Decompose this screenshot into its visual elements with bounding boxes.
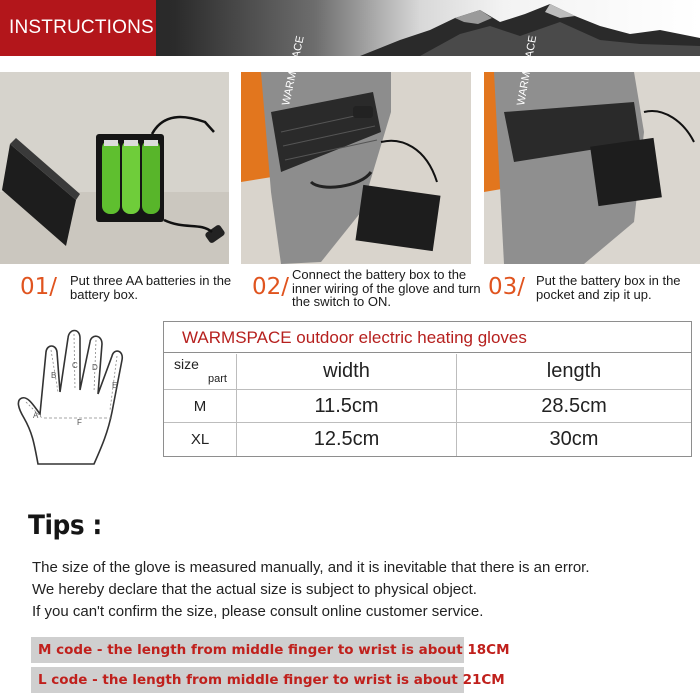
size-table: [163, 321, 692, 457]
width-cell: 12.5cm: [237, 423, 457, 456]
svg-text:B: B: [51, 371, 57, 380]
table-row: [164, 390, 691, 423]
photo-battery-box: [0, 72, 229, 264]
size-header: size: [174, 356, 199, 372]
step-number: 02/: [252, 274, 290, 300]
svg-text:C: C: [72, 361, 78, 370]
hand-measurement-diagram: [14, 322, 154, 472]
length-header: length: [546, 360, 602, 382]
step-3: [488, 268, 700, 312]
photo-glove-pocket: [484, 34, 700, 264]
photo-glove-connect: [241, 34, 471, 264]
svg-text:E: E: [112, 381, 118, 390]
svg-text:WARMSPACE: WARMSPACE: [280, 34, 307, 107]
step-text: Put three AA batteries in the battery box.: [70, 273, 232, 302]
step-number: 03/: [488, 274, 526, 300]
svg-text:WARMSPACE: WARMSPACE: [515, 34, 540, 107]
table-row: [164, 423, 691, 456]
width-header: width: [237, 354, 457, 389]
length-cell: 30cm: [549, 428, 599, 450]
svg-text:A: A: [33, 411, 39, 420]
tip-line: The size of the glove is measured manually, and it is inevitable that there is an error.: [32, 559, 590, 576]
header-banner: [0, 0, 700, 56]
size-table-title: WARMSPACE outdoor electric heating gloves: [164, 322, 691, 353]
m-code-note: M code - the length from middle finger to wrist is about 18CM: [31, 637, 464, 663]
table-header-row: [164, 354, 691, 390]
banner-title: INSTRUCTIONS: [0, 0, 156, 56]
tip-line: If you can't confirm the size, please consult online customer service.: [32, 603, 484, 620]
svg-text:F: F: [77, 418, 82, 427]
part-header: part: [208, 373, 227, 385]
tip-line: We hereby declare that the actual size is subject to physical object.: [32, 581, 477, 598]
tips-title: Tips :: [28, 510, 102, 541]
step-text: Connect the battery box to the inner wiring of the glove and turn the switch to ON.: [292, 267, 481, 309]
step-1: [20, 268, 240, 312]
size-part-header: [164, 354, 237, 389]
size-cell: M: [164, 390, 237, 422]
svg-text:D: D: [92, 363, 98, 372]
step-2: [252, 268, 492, 312]
size-cell: XL: [164, 423, 237, 456]
width-cell: 11.5cm: [237, 390, 457, 422]
l-code-note: L code - the length from middle finger to wrist is about 21CM: [31, 667, 464, 693]
step-number: 01/: [20, 274, 58, 300]
step-text: Put the battery box in the pocket and zip it up.: [536, 273, 681, 302]
length-cell: 28.5cm: [541, 394, 607, 417]
